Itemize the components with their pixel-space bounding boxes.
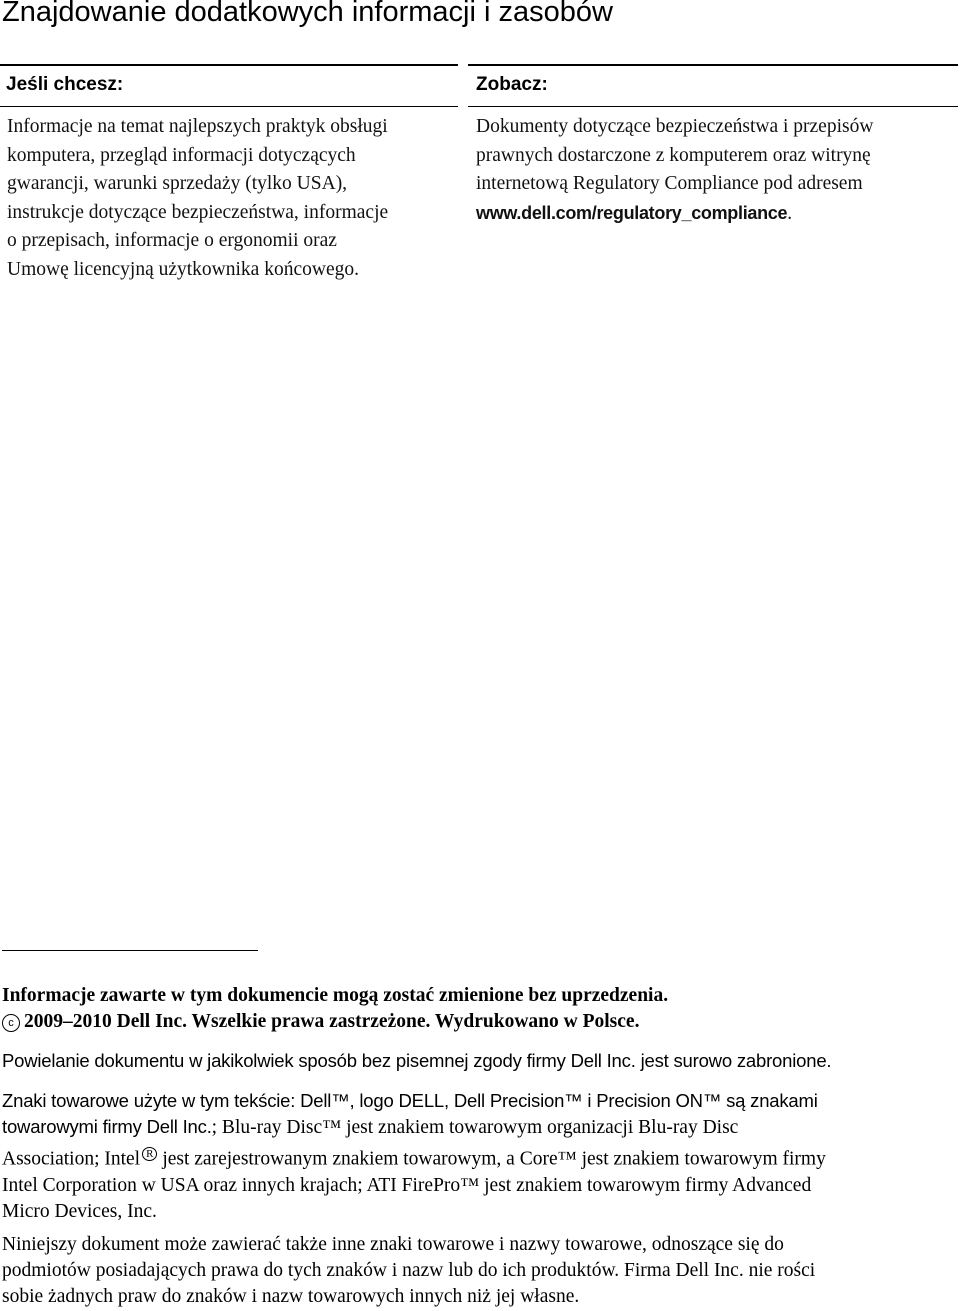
table-header-rule-right <box>468 106 958 107</box>
registered-mark: R <box>142 1147 157 1161</box>
other-marks-line: Niniejszy dokument może zawierać także inne znaki towarowe i nazwy towarowe, odnoszące się do <box>2 1234 784 1255</box>
notice-block <box>2 983 952 1035</box>
cell-right-line: Dokumenty dotyczące bezpieczeństwa i przepisów <box>476 116 874 137</box>
notice-line: Informacje zawarte w tym dokumencie mogą zostać zmienione bez uprzedzenia. <box>2 985 669 1006</box>
reproduction-notice: Powielanie dokumentu w jakikolwiek sposób bez pisemnej zgody firmy Dell Inc. jest surowo zabronione. <box>2 1050 832 1071</box>
regulatory-compliance-link[interactable]: www.dell.com/regulatory_compliance <box>476 202 788 223</box>
table-cell-right <box>476 113 960 228</box>
column-header-left: Jeśli chcesz: <box>6 74 124 95</box>
cell-left-line: o przepisach, informacje o ergonomii oraz <box>7 230 337 252</box>
cell-right-line: internetową Regulatory Compliance pod adresem <box>476 173 863 195</box>
table-cell-left <box>7 113 462 285</box>
cell-left-line: komputera, przegląd informacji dotyczących <box>7 144 356 166</box>
page-title: Znajdowanie dodatkowych informacji i zasobów <box>2 0 613 28</box>
cell-left-line: gwarancji, warunki sprzedaży (tylko USA), <box>7 173 348 195</box>
cell-right-url-line <box>476 199 960 229</box>
trademarks-line: Znaki towarowe użyte w tym tekście: Dell™, logo DELL, Dell Precision™ i Precision ON™ są znakami <box>2 1090 818 1111</box>
trademarks-line: Micro Devices, Inc. <box>2 1200 157 1222</box>
trademarks-line: towarowymi firmy Dell Inc.; Blu-ray Disc™ jest znakiem towarowym organizacji Blu-ray Disc <box>2 1116 739 1138</box>
table-top-rule <box>0 64 458 66</box>
trademarks-line: Association; Intel $^R$ jest zarejestrowanym znakiem towarowym, a Core™ jest znakiem towarowym firmy <box>2 1148 826 1170</box>
copyright-line <box>2 1009 952 1035</box>
url-period: . <box>787 202 793 224</box>
cell-left-line: Informacje na temat najlepszych praktyk obsługi <box>7 116 388 137</box>
trademarks-paragraph <box>2 1088 957 1225</box>
other-trademarks-paragraph <box>2 1232 957 1310</box>
cell-right-line: prawnych dostarczone z komputerem oraz witrynę <box>476 144 871 166</box>
table-header-rule <box>0 106 458 107</box>
copyright-text: 2009–2010 Dell Inc. Wszelkie prawa zastrzeżone. Wydrukowano w Polsce. <box>24 1011 640 1032</box>
table-top-rule-right <box>468 64 958 66</box>
cell-left-line: instrukcje dotyczące bezpieczeństwa, informacje <box>7 201 389 223</box>
other-marks-line: sobie żadnych praw do znaków i nazw towarowych innych niż jej własne. <box>2 1286 580 1307</box>
column-header-right: Zobacz: <box>476 74 548 95</box>
footnote-separator <box>2 950 258 951</box>
copyright-icon: c <box>2 1014 20 1032</box>
trademarks-line: Intel Corporation w USA oraz innych krajach; ATI FirePro™ jest znakiem towarowym firmy Advanced <box>2 1174 812 1196</box>
cell-left-line: Umowę licencyjną użytkownika końcowego. <box>7 258 359 280</box>
other-marks-line: podmiotów posiadających prawa do tych znaków i nazw lub do ich produktów. Firma Dell Inc. nie rości <box>2 1260 816 1281</box>
